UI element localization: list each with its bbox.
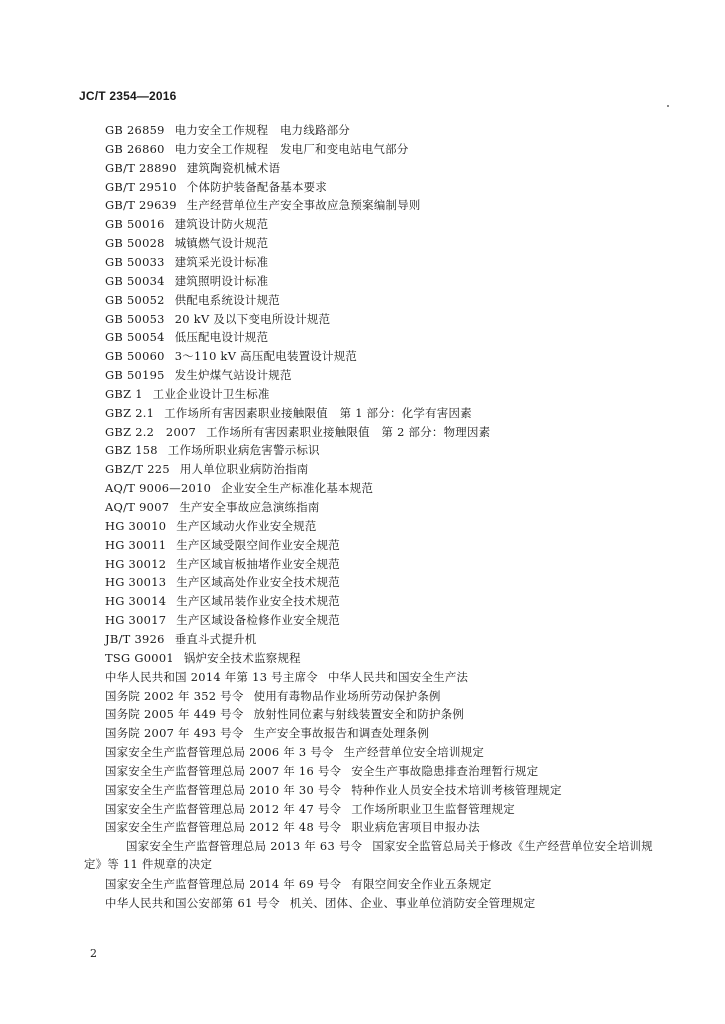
reference-code: GB 50053	[105, 312, 165, 326]
reference-title: 生产区域盲板抽堵作业安全规范	[176, 557, 340, 571]
reference-code: 中华人民共和国公安部第 61 号令	[105, 896, 280, 910]
reference-title: 建筑采光设计标准	[174, 255, 269, 269]
reference-item	[105, 649, 301, 667]
reference-title: 建筑陶瓷机械术语	[186, 161, 281, 175]
reference-item	[105, 762, 538, 780]
reference-item	[105, 328, 268, 346]
reference-code: GB 50195	[105, 368, 165, 382]
reference-item	[105, 196, 421, 214]
reference-code: 国务院 2005 年 449 号令	[105, 707, 244, 721]
reference-item	[105, 404, 472, 422]
reference-item	[84, 837, 664, 873]
reference-code: 国家安全生产监督管理总局 2012 年 48 号令	[105, 820, 342, 834]
reference-code: AQ/T 9006—2010	[105, 481, 212, 495]
reference-code: GB 50060	[105, 349, 165, 363]
reference-code: GBZ 2.2 2007	[105, 425, 197, 439]
reference-code: 中华人民共和国 2014 年第 13 号主席令	[105, 670, 318, 684]
reference-code: GB 50052	[105, 293, 165, 307]
reference-code: HG 30013	[105, 575, 167, 589]
reference-title: 城镇燃气设计规范	[174, 236, 269, 250]
reference-item	[105, 781, 562, 799]
reference-title: 中华人民共和国安全生产法	[327, 670, 469, 684]
reference-title: 个体防护装备配备基本要求	[186, 180, 328, 194]
reference-code: HG 30012	[105, 557, 167, 571]
reference-item	[105, 875, 492, 893]
reference-title: 生产区域吊装作业安全技术规范	[176, 594, 340, 608]
reference-title: 放射性同位素与射线装置安全和防护条例	[253, 707, 465, 721]
reference-title: 有限空间安全作业五条规定	[351, 877, 492, 891]
reference-title: 供配电系统设计规范	[174, 293, 280, 307]
reference-code: GB/T 29510	[105, 180, 177, 194]
reference-item	[105, 423, 490, 441]
reference-title: 工作场所职业病危害警示标识	[167, 443, 320, 457]
reference-item	[105, 724, 429, 742]
reference-item	[105, 630, 257, 648]
reference-code: HG 30010	[105, 519, 167, 533]
reference-title: 安全生产事故隐患排查治理暂行规定	[351, 764, 539, 778]
reference-item	[105, 121, 350, 139]
reference-code: 国家安全生产监督管理总局 2014 年 69 号令	[105, 877, 342, 891]
reference-title: 电力安全工作规程 电力线路部分	[174, 123, 351, 137]
reference-item	[105, 705, 464, 723]
reference-item	[105, 479, 373, 497]
reference-item	[105, 743, 484, 761]
reference-title: 垂直斗式提升机	[174, 632, 257, 646]
reference-item	[105, 498, 320, 516]
reference-title: 建筑照明设计标准	[174, 274, 269, 288]
reference-item	[105, 215, 268, 233]
reference-title: 20 kV 及以下变电所设计规范	[174, 312, 331, 326]
reference-title: 电力安全工作规程 发电厂和变电站电气部分	[174, 142, 409, 156]
reference-title: 发生炉煤气站设计规范	[174, 368, 292, 382]
reference-title: 低压配电设计规范	[174, 330, 269, 344]
reference-item	[105, 159, 280, 177]
reference-title: 使用有毒物品作业场所劳动保护条例	[253, 689, 441, 703]
reference-code: TSG G0001	[105, 651, 174, 665]
reference-code: GB/T 29639	[105, 198, 177, 212]
reference-code: 国家安全生产监督管理总局 2007 年 16 号令	[105, 764, 342, 778]
reference-code: HG 30017	[105, 613, 167, 627]
reference-code: 国务院 2007 年 493 号令	[105, 726, 244, 740]
reference-title: 生产安全事故报告和调查处理条例	[253, 726, 430, 740]
reference-title: 锅炉安全技术监察规程	[183, 651, 301, 665]
reference-code: 国家安全生产监督管理总局 2012 年 47 号令	[105, 802, 342, 816]
reference-code: HG 30011	[105, 538, 167, 552]
reference-title: 生产区域设备检修作业安全规范	[176, 613, 340, 627]
reference-title: 3～110 kV 高压配电装置设计规范	[174, 349, 358, 363]
reference-code: GB 50028	[105, 236, 165, 250]
reference-title: 职业病危害项目申报办法	[351, 820, 480, 834]
reference-item	[105, 687, 441, 705]
reference-item	[105, 818, 480, 836]
reference-code: GBZ/T 225	[105, 462, 170, 476]
reference-title: 工作场所有害因素职业接触限值 第 1 部分：化学有害因素	[164, 406, 472, 420]
reference-item	[105, 253, 268, 271]
reference-code: GB/T 28890	[105, 161, 177, 175]
reference-title: 企业安全生产标准化基本规范	[221, 481, 374, 495]
reference-item	[105, 140, 409, 158]
reference-code: GBZ 2.1	[105, 406, 155, 420]
reference-title: 工作场所职业卫生监督管理规定	[351, 802, 515, 816]
reference-title: 建筑设计防火规范	[174, 217, 269, 231]
reference-title: 生产安全事故应急演练指南	[179, 500, 320, 514]
reference-item	[105, 611, 340, 629]
reference-item	[105, 573, 340, 591]
reference-title: 特种作业人员安全技术培训考核管理规定	[351, 783, 562, 797]
reference-title: 生产区域动火作业安全规范	[176, 519, 317, 533]
reference-item	[105, 517, 317, 535]
reference-code: 国家安全生产监督管理总局 2006 年 3 号令	[105, 745, 334, 759]
reference-item	[105, 385, 270, 403]
reference-code: GB 50033	[105, 255, 165, 269]
reference-item	[105, 441, 320, 459]
reference-code: GB 26859	[105, 123, 165, 137]
reference-title: 国家安全监管总局关于修改《生产经营单位安全培训规定》等 11 件规章的决定	[84, 839, 653, 871]
standard-number-header: JC/T 2354—2016	[79, 89, 177, 103]
reference-code: AQ/T 9007	[105, 500, 170, 514]
reference-code: GB 50034	[105, 274, 165, 288]
reference-item	[105, 347, 357, 365]
reference-code: GBZ 158	[105, 443, 158, 457]
reference-title: 生产区域高处作业安全技术规范	[176, 575, 340, 589]
reference-item	[105, 272, 268, 290]
reference-item	[105, 310, 330, 328]
reference-item	[105, 178, 327, 196]
reference-code: 国务院 2002 年 352 号令	[105, 689, 244, 703]
reference-code: GB 50054	[105, 330, 165, 344]
reference-code: JB/T 3926	[105, 632, 165, 646]
reference-item	[105, 592, 340, 610]
reference-title: 用人单位职业病防治指南	[179, 462, 309, 476]
page-number: 2	[90, 947, 97, 960]
reference-item	[105, 536, 340, 554]
reference-title: 工作场所有害因素职业接触限值 第 2 部分：物理因素	[206, 425, 491, 439]
reference-title: 生产区域受限空间作业安全规范	[176, 538, 340, 552]
reference-code: GBZ 1	[105, 387, 143, 401]
reference-code: HG 30014	[105, 594, 167, 608]
reference-item	[105, 234, 268, 252]
reference-code: GB 26860	[105, 142, 165, 156]
reference-item	[105, 555, 340, 573]
reference-title: 工业企业设计卫生标准	[152, 387, 270, 401]
reference-item	[105, 668, 468, 686]
reference-title: 机关、团体、企业、事业单位消防安全管理规定	[289, 896, 536, 910]
reference-title: 生产经营单位生产安全事故应急预案编制导则	[186, 198, 421, 212]
reference-code: GB 50016	[105, 217, 165, 231]
reference-item	[105, 291, 280, 309]
reference-item	[105, 894, 535, 912]
reference-item	[105, 800, 515, 818]
reference-title: 生产经营单位安全培训规定	[343, 745, 485, 759]
reference-code: 国家安全生产监督管理总局 2013 年 63 号令	[126, 839, 363, 853]
reference-item	[105, 460, 309, 478]
reference-item	[105, 366, 292, 384]
reference-code: 国家安全生产监督管理总局 2010 年 30 号令	[105, 783, 342, 797]
